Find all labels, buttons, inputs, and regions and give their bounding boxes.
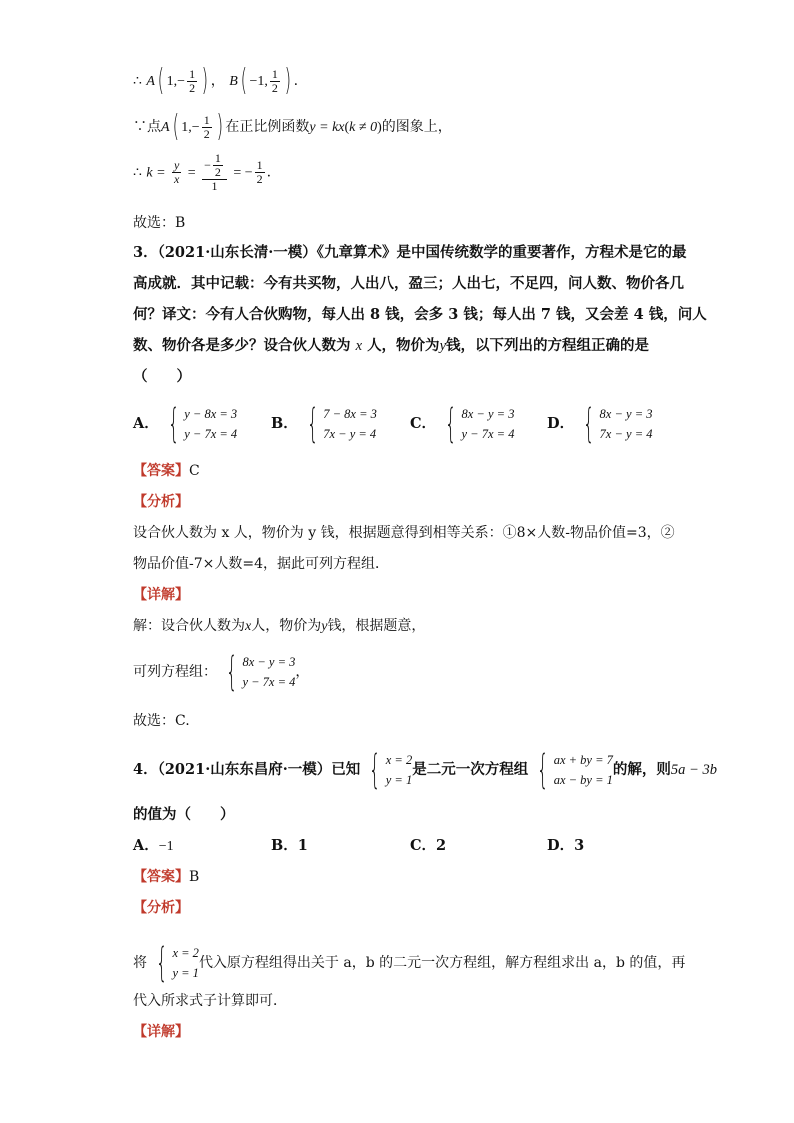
option-d: D． { 8x − y = 3 7x − y = 4 bbox=[547, 401, 653, 447]
point-b-y-fraction: $\frac{1}{2}$ bbox=[271, 66, 278, 95]
point-b-label: B bbox=[229, 74, 238, 89]
question-3-detail-2: 可列方程组： { 8x − y = 3 y − 7x = 4 ， bbox=[133, 649, 310, 695]
question-3-line-1: 3．（2021·山东长清·一模）《九章算术》是中国传统数学的重要著作，方程术是它的最 bbox=[133, 244, 687, 261]
question-3-detail-1: 解：设合伙人数为x人，物价为y钱，根据题意， bbox=[133, 618, 426, 634]
solution-line-point-on-function: ∵点A( 1,− $\frac{1}{2}$ ) 在正比例函数y = kx(k ≠ 0)的图象上， bbox=[133, 109, 452, 144]
point-b-x: −1, bbox=[249, 74, 268, 89]
option-b: B．1 bbox=[271, 837, 308, 854]
question-3-detail-3: 故选：C. bbox=[133, 713, 190, 729]
k-condition: k ≠ 0 bbox=[349, 120, 378, 135]
answer-choice-line: 故选：B bbox=[133, 215, 186, 231]
question-3-blank: （ ） bbox=[133, 368, 191, 385]
solution-line-k-value: ∴ k = $\frac{y}{x}$ = − $\frac{1}{2}$ 1 = − $\frac{1}{2}$ . bbox=[133, 151, 272, 193]
because-text: ∵点 bbox=[133, 119, 161, 135]
solution-line-points: ∴ A( 1,− $\frac{1}{2}$ ) ， B( −1, $\frac{1}{2}$ ) . bbox=[133, 63, 299, 98]
option-c: C．2 bbox=[410, 837, 447, 854]
question-4-analysis-1: 将 { x = 2 y = 1 代入原方程组得出关于 a，b 的二元一次方程组，解方程组求出 a，b 的值，再 bbox=[133, 940, 686, 986]
therefore-symbol: ∴ bbox=[133, 73, 142, 89]
question-3-line-4: 数、物价各是多少？设合伙人数为 x 人，物价为y钱，以下列出的方程组正确的是 bbox=[133, 337, 649, 354]
question-3-answer: 【答案】C bbox=[133, 463, 200, 479]
question-3-analysis-tag: 【分析】 bbox=[133, 494, 189, 510]
compound-fraction: − $\frac{1}{2}$ 1 bbox=[202, 152, 227, 193]
question-4-detail-tag: 【详解】 bbox=[133, 1024, 189, 1040]
function-expression: y = kx bbox=[309, 120, 345, 135]
question-4-analysis-2: 代入所求式子计算即可． bbox=[133, 993, 287, 1009]
point-a-label: A bbox=[146, 74, 155, 89]
option-d: D．3 bbox=[547, 837, 585, 854]
option-a: A．−1 bbox=[133, 837, 174, 854]
option-b: B． { 7 − 8x = 3 7x − y = 4 bbox=[271, 401, 377, 447]
question-4-line-2: 的值为（ ） bbox=[133, 806, 235, 823]
question-3-line-3: 何？译文：今有人合伙购物，每人出 8 钱，会多 3 钱；每人出 7 钱，又会差 4 钱，问人 bbox=[133, 306, 707, 323]
question-3-line-2: 高成就．其中记载：今有共买物，人出八，盈三；人出七，不足四，问人数、物价各几 bbox=[133, 275, 684, 292]
question-4-line-1: 4．（2021·山东东昌府·一模）已知 { x = 2 y = 1 是二元一次方程组 { ax + by = 7 ax − by = 1 的解，则5a − 3b bbox=[133, 747, 717, 793]
point-a-x: 1, bbox=[166, 74, 178, 89]
option-a: A． { y − 8x = 3 y − 7x = 4 bbox=[133, 401, 238, 447]
question-3-detail-tag: 【详解】 bbox=[133, 587, 189, 603]
point-a-y-fraction: $\frac{1}{2}$ bbox=[189, 66, 196, 95]
option-c: C． { 8x − y = 3 y − 7x = 4 bbox=[410, 401, 515, 447]
question-4-answer: 【答案】B bbox=[133, 869, 200, 885]
question-3-options bbox=[133, 402, 653, 446]
question-3-analysis-2: 物品价值-7×人数=4，据此可列方程组． bbox=[133, 556, 390, 572]
question-4-options bbox=[133, 836, 653, 858]
question-4-analysis-tag: 【分析】 bbox=[133, 900, 189, 916]
question-3-analysis-1: 设合伙人数为 x 人，物价为 y 钱，根据题意得到相等关系：①8×人数-物品价值=3，② bbox=[133, 525, 675, 541]
